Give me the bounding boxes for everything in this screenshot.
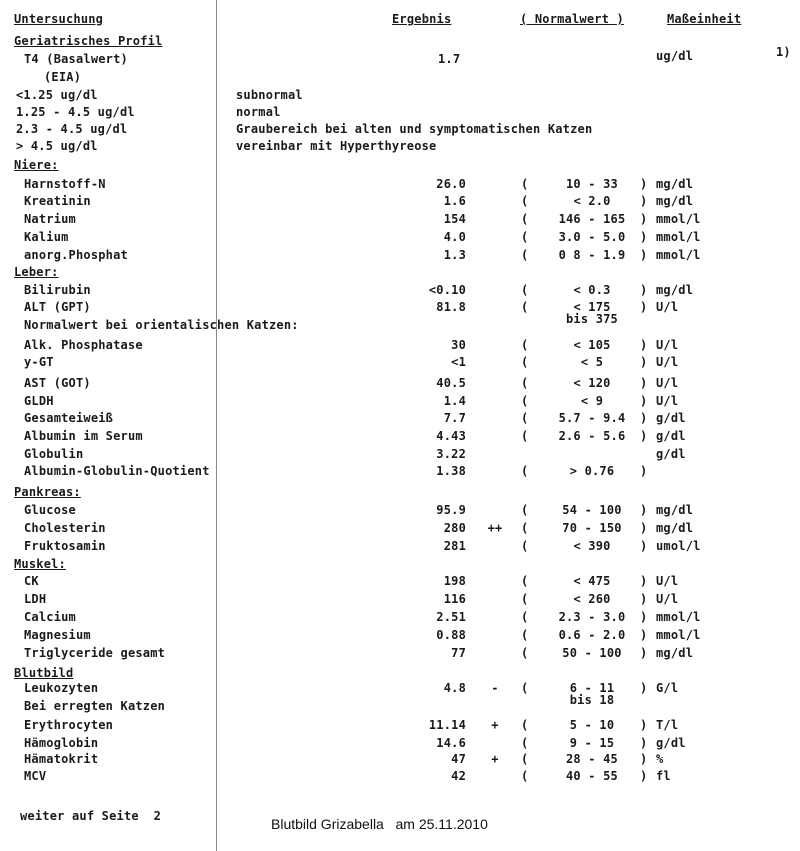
test-name: Fruktosamin — [24, 539, 106, 553]
section-title-pankreas: Pankreas: — [14, 485, 81, 499]
test-unit: mg/dl — [656, 503, 694, 517]
test-value: 116 — [443, 592, 466, 606]
normal-range: 5.7 - 9.4 — [558, 411, 626, 425]
test-unit: mg/dl — [656, 521, 694, 535]
test-name: Natrium — [24, 212, 76, 226]
normal-range: > 0.76 — [569, 464, 615, 478]
normal-range: 40 - 55 — [566, 769, 618, 783]
normal-range: 5 - 10 — [569, 718, 615, 732]
test-unit: % — [656, 752, 664, 766]
test-value: 4.8 — [443, 681, 466, 695]
normal-range: 0.6 - 2.0 — [558, 628, 626, 642]
range-open-paren: ( — [521, 610, 529, 624]
normal-range: 6 - 11 — [569, 681, 615, 695]
test-value: 47 — [451, 752, 466, 766]
range-open-paren: ( — [521, 628, 529, 642]
test-flag: + — [491, 752, 499, 766]
test-value: 81.8 — [436, 300, 466, 314]
test-unit: U/l — [656, 300, 679, 314]
range-open-paren: ( — [521, 411, 529, 425]
test-name: Glucose — [24, 503, 76, 517]
header-untersuchung: Untersuchung — [14, 12, 104, 26]
test-value: 1.3 — [443, 248, 466, 262]
test-value: 0.88 — [436, 628, 466, 642]
range-close-paren: ) — [640, 718, 648, 732]
range-open-paren: ( — [521, 646, 529, 660]
test-name: Albumin-Globulin-Quotient — [24, 464, 210, 478]
t4-range-4-text: vereinbar mit Hyperthyreose — [236, 139, 437, 153]
normal-range: 146 - 165 — [558, 212, 626, 226]
range-open-paren: ( — [521, 769, 529, 783]
normal-range: < 175 — [573, 300, 611, 314]
test-name: AST (GOT) — [24, 376, 91, 390]
test-unit: g/dl — [656, 411, 686, 425]
test-value: <0.10 — [428, 283, 466, 297]
range-close-paren: ) — [640, 681, 648, 695]
test-value: 30 — [451, 338, 466, 352]
normal-range: 50 - 100 — [562, 646, 622, 660]
normal-range: < 105 — [573, 338, 611, 352]
t4-unit: ug/dl — [656, 49, 694, 63]
t4-range-1: <1.25 ug/dl — [16, 88, 98, 102]
range-open-paren: ( — [521, 736, 529, 750]
test-value: <1 — [451, 355, 466, 369]
range-close-paren: ) — [640, 230, 648, 244]
test-value: 1.6 — [443, 194, 466, 208]
test-name: Hämatokrit — [24, 752, 99, 766]
test-value: 95.9 — [436, 503, 466, 517]
normal-range: 70 - 150 — [562, 521, 622, 535]
header-ergebnis: Ergebnis — [392, 12, 452, 26]
range-close-paren: ) — [640, 376, 648, 390]
test-name: Kreatinin — [24, 194, 91, 208]
range-close-paren: ) — [640, 194, 648, 208]
test-unit: g/dl — [656, 447, 686, 461]
range-open-paren: ( — [521, 718, 529, 732]
normal-range: 2.3 - 3.0 — [558, 610, 626, 624]
range-close-paren: ) — [640, 177, 648, 191]
section-title-niere: Niere: — [14, 158, 59, 172]
range-close-paren: ) — [640, 521, 648, 535]
test-name: Harnstoff-N — [24, 177, 106, 191]
test-unit: mmol/l — [656, 610, 701, 624]
test-name: Calcium — [24, 610, 76, 624]
range-close-paren: ) — [640, 592, 648, 606]
range-open-paren: ( — [521, 177, 529, 191]
test-name: Gesamteiweiß — [24, 411, 114, 425]
range-close-paren: ) — [640, 646, 648, 660]
test-unit: G/l — [656, 681, 679, 695]
test-value: 1.38 — [436, 464, 466, 478]
test-name: Kalium — [24, 230, 69, 244]
normal-range: < 5 — [580, 355, 604, 369]
test-name: Albumin im Serum — [24, 429, 143, 443]
range-close-paren: ) — [640, 283, 648, 297]
t4-range-2-text: normal — [236, 105, 281, 119]
t4-footnote: 1) — [776, 45, 791, 59]
test-name: Alk. Phosphatase — [24, 338, 143, 352]
range-close-paren: ) — [640, 338, 648, 352]
range-close-paren: ) — [640, 300, 648, 314]
range-open-paren: ( — [521, 230, 529, 244]
range-close-paren: ) — [640, 429, 648, 443]
continued-note: weiter auf Seite 2 — [20, 809, 162, 823]
normal-range: 54 - 100 — [562, 503, 622, 517]
test-name: Erythrocyten — [24, 718, 114, 732]
test-value: 2.51 — [436, 610, 466, 624]
normal-range: < 390 — [573, 539, 611, 553]
test-unit: T/l — [656, 718, 679, 732]
header-normalwert: ( Normalwert ) — [520, 12, 624, 26]
range-open-paren: ( — [521, 752, 529, 766]
test-name: Globulin — [24, 447, 84, 461]
range-open-paren: ( — [521, 574, 529, 588]
test-value: 40.5 — [436, 376, 466, 390]
t4-range-1-text: subnormal — [236, 88, 303, 102]
test-unit: mg/dl — [656, 646, 694, 660]
test-flag: ++ — [487, 521, 503, 535]
t4-value: 1.7 — [438, 52, 461, 66]
test-value: 4.43 — [436, 429, 466, 443]
test-value: 281 — [443, 539, 466, 553]
test-value: 14.6 — [436, 736, 466, 750]
test-value: 3.22 — [436, 447, 466, 461]
range-close-paren: ) — [640, 464, 648, 478]
normal-range: bis 18 — [569, 693, 615, 707]
test-unit: mg/dl — [656, 194, 694, 208]
test-name: anorg.Phosphat — [24, 248, 128, 262]
header-masseinheit: Maßeinheit — [667, 12, 742, 26]
test-unit: mmol/l — [656, 230, 701, 244]
section-title-geriatrie: Geriatrisches Profil — [14, 34, 163, 48]
test-unit: mg/dl — [656, 283, 694, 297]
range-open-paren: ( — [521, 283, 529, 297]
range-open-paren: ( — [521, 212, 529, 226]
test-value: 4.0 — [443, 230, 466, 244]
test-name: Triglyceride gesamt — [24, 646, 166, 660]
range-open-paren: ( — [521, 338, 529, 352]
range-close-paren: ) — [640, 610, 648, 624]
normal-range: < 0.3 — [573, 283, 611, 297]
range-close-paren: ) — [640, 503, 648, 517]
test-value: 198 — [443, 574, 466, 588]
test-name: MCV — [24, 769, 47, 783]
test-value: 42 — [451, 769, 466, 783]
range-open-paren: ( — [521, 429, 529, 443]
test-name: Leukozyten — [24, 681, 99, 695]
test-unit: U/l — [656, 592, 679, 606]
range-close-paren: ) — [640, 539, 648, 553]
test-name: GLDH — [24, 394, 54, 408]
test-name: y-GT — [24, 355, 54, 369]
test-unit: fl — [656, 769, 671, 783]
range-close-paren: ) — [640, 212, 648, 226]
normal-range: < 9 — [580, 394, 604, 408]
range-close-paren: ) — [640, 355, 648, 369]
normal-range: < 2.0 — [573, 194, 611, 208]
range-open-paren: ( — [521, 376, 529, 390]
normal-range: 0 8 - 1.9 — [558, 248, 626, 262]
normal-range: bis 375 — [566, 312, 618, 326]
normal-range: 9 - 15 — [569, 736, 615, 750]
normal-range: < 475 — [573, 574, 611, 588]
test-value: 154 — [443, 212, 466, 226]
test-value: 1.4 — [443, 394, 466, 408]
test-value: 7.7 — [443, 411, 466, 425]
normal-range: 10 - 33 — [566, 177, 618, 191]
test-value: 26.0 — [436, 177, 466, 191]
range-open-paren: ( — [521, 355, 529, 369]
range-open-paren: ( — [521, 681, 529, 695]
range-open-paren: ( — [521, 248, 529, 262]
section-title-blutbild: Blutbild — [14, 666, 74, 680]
test-unit: umol/l — [656, 539, 701, 553]
normal-range: < 120 — [573, 376, 611, 390]
test-unit: g/dl — [656, 429, 686, 443]
normal-range: 28 - 45 — [566, 752, 618, 766]
range-close-paren: ) — [640, 411, 648, 425]
range-close-paren: ) — [640, 736, 648, 750]
range-open-paren: ( — [521, 300, 529, 314]
document-caption: Blutbild Grizabella am 25.11.2010 — [271, 816, 488, 832]
range-close-paren: ) — [640, 752, 648, 766]
test-value: 11.14 — [428, 718, 466, 732]
column-divider — [216, 0, 217, 851]
t4-range-3-text: Graubereich bei alten und symptomatischen Katzen — [236, 122, 593, 136]
test-name: ALT (GPT) — [24, 300, 91, 314]
test-unit: U/l — [656, 376, 679, 390]
range-open-paren: ( — [521, 394, 529, 408]
t4-range-3: 2.3 - 4.5 ug/dl — [16, 122, 128, 136]
section-title-leber: Leber: — [14, 265, 59, 279]
range-open-paren: ( — [521, 592, 529, 606]
range-open-paren: ( — [521, 521, 529, 535]
test-name: Hämoglobin — [24, 736, 99, 750]
test-name: Magnesium — [24, 628, 91, 642]
range-open-paren: ( — [521, 539, 529, 553]
test-unit: mmol/l — [656, 248, 701, 262]
range-close-paren: ) — [640, 248, 648, 262]
test-value: 280 — [443, 521, 466, 535]
test-value: 77 — [451, 646, 466, 660]
t4-name: T4 (Basalwert) — [24, 52, 128, 66]
test-unit: mmol/l — [656, 628, 701, 642]
t4-range-4: > 4.5 ug/dl — [16, 139, 98, 153]
t4-method: (EIA) — [44, 70, 82, 84]
test-unit: U/l — [656, 394, 679, 408]
test-unit: U/l — [656, 355, 679, 369]
range-close-paren: ) — [640, 394, 648, 408]
test-unit: mg/dl — [656, 177, 694, 191]
section-title-muskel: Muskel: — [14, 557, 66, 571]
range-close-paren: ) — [640, 574, 648, 588]
test-unit: mmol/l — [656, 212, 701, 226]
test-unit: g/dl — [656, 736, 686, 750]
test-unit: U/l — [656, 574, 679, 588]
test-name: CK — [24, 574, 39, 588]
test-name: Bilirubin — [24, 283, 91, 297]
test-flag: - — [491, 681, 499, 695]
range-open-paren: ( — [521, 503, 529, 517]
range-close-paren: ) — [640, 628, 648, 642]
range-close-paren: ) — [640, 769, 648, 783]
test-name: LDH — [24, 592, 47, 606]
test-name: Normalwert bei orientalischen Katzen: — [24, 318, 299, 332]
t4-range-2: 1.25 - 4.5 ug/dl — [16, 105, 135, 119]
test-name: Bei erregten Katzen — [24, 699, 166, 713]
test-flag: + — [491, 718, 499, 732]
normal-range: 2.6 - 5.6 — [558, 429, 626, 443]
test-name: Cholesterin — [24, 521, 106, 535]
normal-range: 3.0 - 5.0 — [558, 230, 626, 244]
normal-range: < 260 — [573, 592, 611, 606]
range-open-paren: ( — [521, 194, 529, 208]
range-open-paren: ( — [521, 464, 529, 478]
test-unit: U/l — [656, 338, 679, 352]
